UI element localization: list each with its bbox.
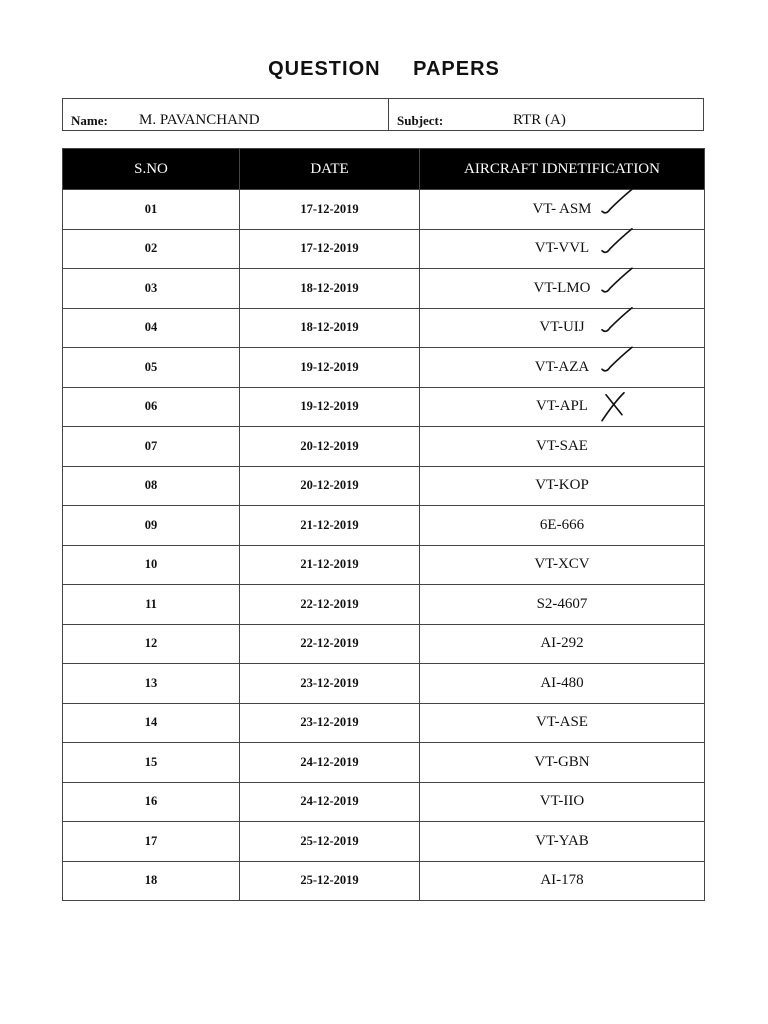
date-cell: 25-12-2019 <box>240 861 420 901</box>
date-cell: 23-12-2019 <box>240 703 420 743</box>
aircraft-cell: S2-4607 <box>420 585 705 625</box>
subject-value: RTR (A) <box>513 112 566 128</box>
table-row <box>63 190 705 230</box>
table-row <box>63 822 705 862</box>
aircraft-cell: VT-AZA <box>420 348 705 388</box>
sno-cell: 07 <box>63 427 240 467</box>
question-papers-table <box>62 148 705 901</box>
date-cell: 19-12-2019 <box>240 387 420 427</box>
page-title: QUESTION PAPERS <box>268 58 500 80</box>
aircraft-cell: VT-LMO <box>420 269 705 309</box>
table-row <box>63 585 705 625</box>
date-cell: 17-12-2019 <box>240 229 420 269</box>
date-cell: 24-12-2019 <box>240 743 420 783</box>
date-cell: 22-12-2019 <box>240 585 420 625</box>
aircraft-cell: VT-VVL <box>420 229 705 269</box>
table-row <box>63 506 705 546</box>
date-cell: 19-12-2019 <box>240 348 420 388</box>
header-date: DATE <box>240 149 420 190</box>
sno-cell: 17 <box>63 822 240 862</box>
table-row <box>63 348 705 388</box>
table-row <box>63 427 705 467</box>
date-cell: 21-12-2019 <box>240 545 420 585</box>
table-row <box>63 861 705 901</box>
date-cell: 21-12-2019 <box>240 506 420 546</box>
subject-cell <box>389 99 703 130</box>
aircraft-cell: VT-XCV <box>420 545 705 585</box>
aircraft-cell: VT-KOP <box>420 466 705 506</box>
sno-cell: 13 <box>63 664 240 704</box>
sno-cell: 11 <box>63 585 240 625</box>
table-row <box>63 545 705 585</box>
aircraft-cell: VT-APL <box>420 387 705 427</box>
table-row <box>63 782 705 822</box>
date-cell: 23-12-2019 <box>240 664 420 704</box>
date-cell: 17-12-2019 <box>240 190 420 230</box>
aircraft-cell: VT- ASM <box>420 190 705 230</box>
date-cell: 18-12-2019 <box>240 269 420 309</box>
info-box <box>62 98 704 131</box>
table-row <box>63 229 705 269</box>
aircraft-cell: VT-YAB <box>420 822 705 862</box>
header-aircraft: AIRCRAFT IDNETIFICATION <box>420 149 705 190</box>
date-cell: 20-12-2019 <box>240 466 420 506</box>
subject-label: Subject: <box>397 113 444 128</box>
sno-cell: 03 <box>63 269 240 309</box>
date-cell: 18-12-2019 <box>240 308 420 348</box>
sno-cell: 02 <box>63 229 240 269</box>
sno-cell: 04 <box>63 308 240 348</box>
table-row <box>63 743 705 783</box>
sno-cell: 12 <box>63 624 240 664</box>
sno-cell: 05 <box>63 348 240 388</box>
aircraft-cell: AI-178 <box>420 861 705 901</box>
aircraft-cell: VT-SAE <box>420 427 705 467</box>
name-value: M. PAVANCHAND <box>139 112 260 128</box>
table-row <box>63 308 705 348</box>
sno-cell: 06 <box>63 387 240 427</box>
sno-cell: 15 <box>63 743 240 783</box>
aircraft-cell: AI-480 <box>420 664 705 704</box>
table-row <box>63 703 705 743</box>
date-cell: 22-12-2019 <box>240 624 420 664</box>
table-row <box>63 269 705 309</box>
table-row <box>63 664 705 704</box>
table-row <box>63 466 705 506</box>
aircraft-cell: VT-UIJ <box>420 308 705 348</box>
aircraft-cell: AI-292 <box>420 624 705 664</box>
name-label: Name: <box>71 113 108 128</box>
sno-cell: 09 <box>63 506 240 546</box>
sno-cell: 18 <box>63 861 240 901</box>
sno-cell: 01 <box>63 190 240 230</box>
aircraft-cell: VT-ASE <box>420 703 705 743</box>
aircraft-cell: VT-IIO <box>420 782 705 822</box>
sno-cell: 08 <box>63 466 240 506</box>
date-cell: 24-12-2019 <box>240 782 420 822</box>
sno-cell: 16 <box>63 782 240 822</box>
name-cell <box>63 99 389 130</box>
table-header-row <box>63 149 705 190</box>
table-row <box>63 624 705 664</box>
sno-cell: 14 <box>63 703 240 743</box>
header-sno: S.NO <box>63 149 240 190</box>
table-row <box>63 387 705 427</box>
date-cell: 20-12-2019 <box>240 427 420 467</box>
aircraft-cell: 6E-666 <box>420 506 705 546</box>
date-cell: 25-12-2019 <box>240 822 420 862</box>
sno-cell: 10 <box>63 545 240 585</box>
aircraft-cell: VT-GBN <box>420 743 705 783</box>
